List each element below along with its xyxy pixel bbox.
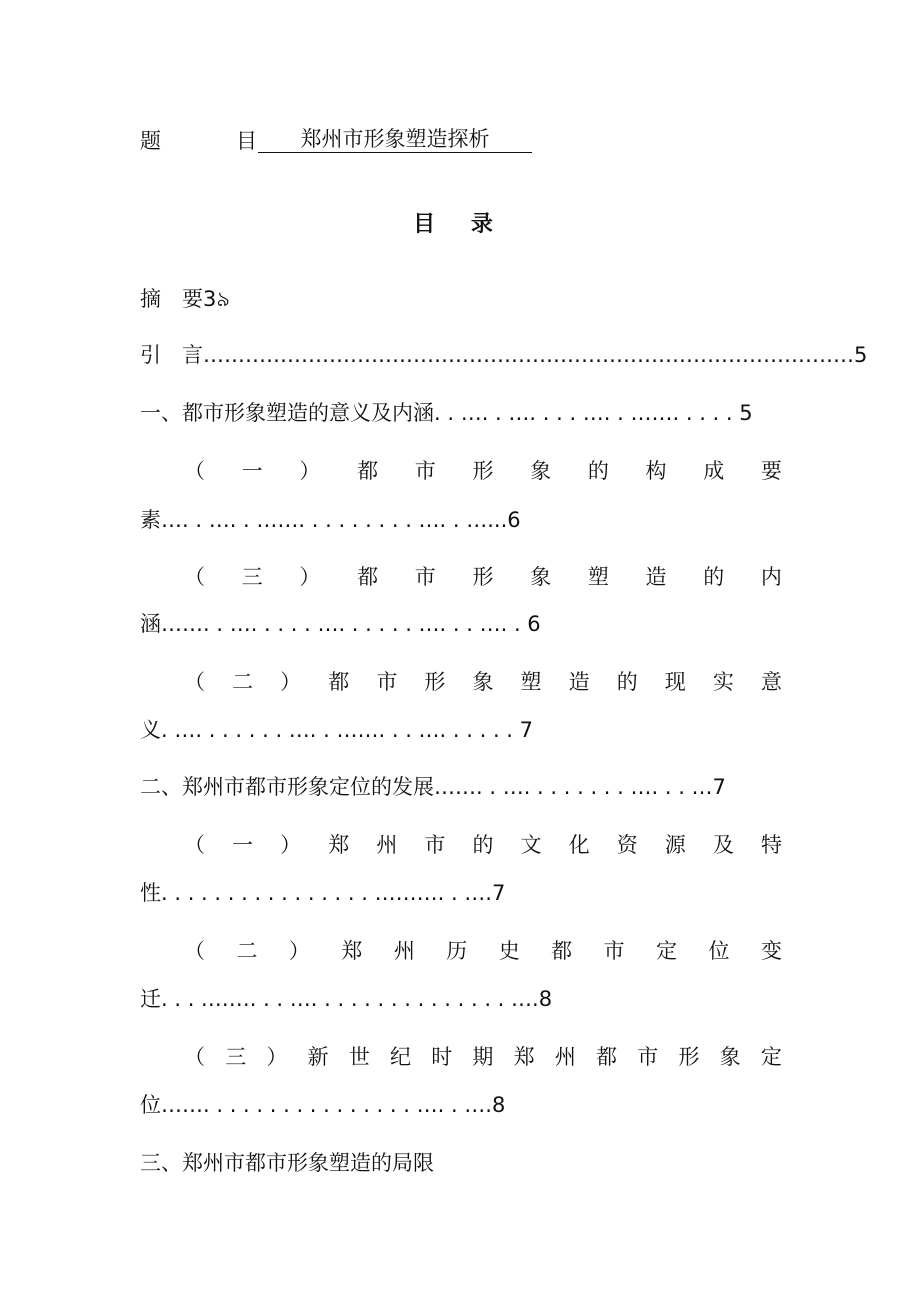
toc-char: 郑 — [328, 833, 350, 857]
toc-char: （ — [184, 939, 205, 963]
toc-char: 源 — [664, 833, 686, 857]
toc-char: 象 — [530, 459, 552, 483]
toc-char: 市 — [603, 939, 625, 963]
toc-entry-section-3: 三、郑州市都市形象塑造的局限 — [140, 1151, 434, 1175]
toc-char: 特 — [760, 833, 782, 857]
toc-char: 州 — [554, 1045, 576, 1069]
toc-entry-1-3-line2: 义. …. . . . . . . …. . ……. . . …. . . . . . 7 — [140, 718, 534, 742]
toc-char: 一 — [241, 459, 263, 483]
toc-char: 形 — [472, 459, 494, 483]
toc-char: 世 — [348, 1045, 370, 1069]
toc-char: 象 — [719, 1045, 741, 1069]
toc-char: 三 — [225, 1045, 247, 1069]
toc-char: 都 — [357, 459, 379, 483]
toc-char: 新 — [307, 1045, 329, 1069]
toc-char: 位 — [708, 939, 730, 963]
toc-char: 的 — [472, 833, 494, 857]
toc-char: 的 — [616, 670, 638, 694]
toc-char: 的 — [703, 565, 725, 589]
toc-char: 市 — [414, 459, 436, 483]
toc-char: 都 — [357, 565, 379, 589]
toc-char: ） — [280, 833, 302, 857]
toc-entry-intro: 引 言…………………………………………………………………………………5 — [140, 343, 868, 367]
toc-char: 州 — [376, 833, 398, 857]
toc-char: 形 — [472, 565, 494, 589]
toc-char: 市 — [376, 670, 398, 694]
toc-char: ） — [299, 459, 321, 483]
toc-char: （ — [184, 670, 205, 694]
toc-char: 资 — [616, 833, 638, 857]
toc-char: 象 — [472, 670, 494, 694]
toc-char: 都 — [328, 670, 350, 694]
toc-char: 化 — [568, 833, 590, 857]
toc-char: 郑 — [513, 1045, 535, 1069]
toc-char: ） — [299, 565, 321, 589]
toc-entry-section-2: 二、郑州市都市形象定位的发展……. . …. . . . . . . . …. . . …7 — [140, 775, 726, 799]
toc-entry-2-1-line2: 性. . . . . . . . . . . . . . . . ………. . ….7 — [140, 881, 506, 905]
toc-char: 三 — [241, 565, 263, 589]
toc-char: 一 — [232, 833, 254, 857]
toc-char: ） — [266, 1045, 288, 1069]
toc-entry-1-3-line1 — [184, 667, 782, 697]
toc-char: 构 — [645, 459, 667, 483]
toc-char: 成 — [703, 459, 725, 483]
toc-char: 二 — [236, 939, 258, 963]
toc-char: 市 — [424, 833, 446, 857]
toc-entry-2-3-line1 — [184, 1042, 782, 1072]
toc-char: 纪 — [390, 1045, 412, 1069]
toc-char: 都 — [596, 1045, 618, 1069]
toc-char: 市 — [414, 565, 436, 589]
title-label-b: 目 — [236, 129, 257, 153]
toc-char: 内 — [760, 565, 782, 589]
toc-char: 史 — [498, 939, 520, 963]
toc-entry-1-2-line1 — [184, 562, 782, 592]
toc-char: 塑 — [520, 670, 542, 694]
toc-char: 二 — [232, 670, 254, 694]
toc-heading: 目 录 — [413, 212, 507, 237]
toc-char: 历 — [446, 939, 468, 963]
thesis-title: 郑州市形象塑造探析 — [258, 126, 532, 153]
toc-char: 定 — [656, 939, 678, 963]
toc-char: 变 — [760, 939, 782, 963]
toc-char: 及 — [712, 833, 734, 857]
toc-char: 塑 — [587, 565, 609, 589]
toc-char: 郑 — [341, 939, 363, 963]
toc-char: （ — [184, 459, 205, 483]
toc-char: （ — [184, 565, 205, 589]
toc-char: 形 — [678, 1045, 700, 1069]
toc-char: 造 — [568, 670, 590, 694]
toc-char: 形 — [424, 670, 446, 694]
toc-char: ） — [280, 670, 302, 694]
toc-char: 市 — [637, 1045, 659, 1069]
toc-char: 象 — [530, 565, 552, 589]
title-label-a: 题 — [140, 129, 161, 153]
toc-char: 都 — [551, 939, 573, 963]
toc-char: 现 — [664, 670, 686, 694]
toc-char: 要 — [760, 459, 782, 483]
toc-char: 实 — [712, 670, 734, 694]
toc-char: 意 — [760, 670, 782, 694]
toc-char: 期 — [472, 1045, 494, 1069]
toc-char: 造 — [645, 565, 667, 589]
toc-entry-2-3-line2: 位……. . . . . . . . . . . . . . . . …. . ….8 — [140, 1093, 506, 1117]
toc-entry-1-1-line2: 素…. . …. . ……. . . . . . . . . …. . …...6 — [140, 508, 521, 532]
toc-char: 州 — [393, 939, 415, 963]
toc-char: ） — [288, 939, 310, 963]
toc-char: 的 — [587, 459, 609, 483]
toc-entry-1-1-line1 — [184, 456, 782, 486]
toc-entry-1-2-line2: 涵……. . …. . . . . …. . . . . . …. . . …. . 6 — [140, 612, 541, 636]
toc-char: 文 — [520, 833, 542, 857]
toc-entry-2-2-line1 — [184, 936, 782, 966]
toc-char: （ — [184, 833, 205, 857]
toc-char: （ — [184, 1045, 205, 1069]
toc-entry-abstract: 摘 要3৯ — [140, 287, 230, 311]
toc-entry-section-1: 一、都市形象塑造的意义及内涵. . …. . …. . . . …. . ……. . . . . 5 — [140, 401, 753, 425]
toc-entry-2-1-line1 — [184, 830, 782, 860]
toc-char: 时 — [431, 1045, 453, 1069]
toc-char: 定 — [760, 1045, 782, 1069]
toc-entry-2-2-line2: 迁. . . .……. . . …. . . . . . . . . . . . . . . ….8 — [140, 987, 553, 1011]
